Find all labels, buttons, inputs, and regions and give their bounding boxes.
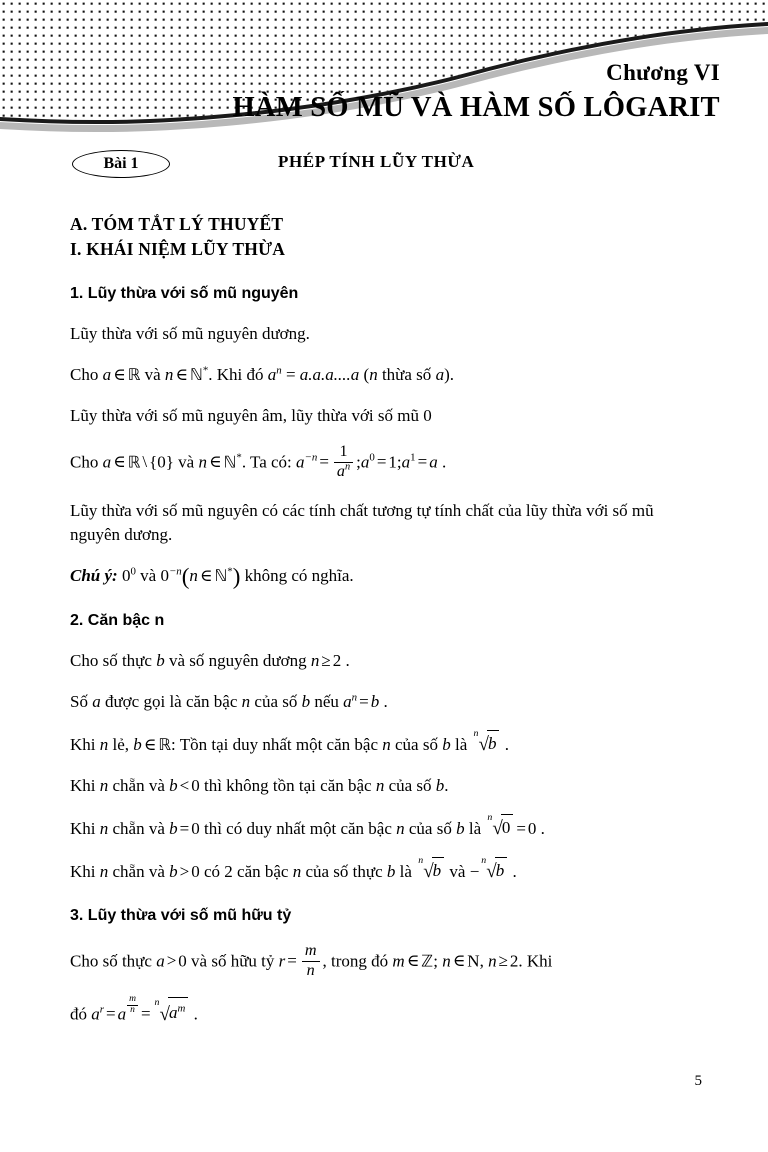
paragraph-p1: Lũy thừa với số mũ nguyên dương. <box>70 324 310 343</box>
math-var-n-10: n <box>99 818 109 838</box>
math-exponent-n-2: n <box>351 691 358 704</box>
content-body <box>70 212 706 1027</box>
text-cho-so-thuc: Cho số thực <box>70 650 152 670</box>
math-semi-1: ; <box>356 452 361 472</box>
math-nth-root-b <box>473 727 500 757</box>
math-exponent-fraction-m-over-n <box>127 995 138 1016</box>
math-period-5: . <box>444 775 449 795</box>
paragraph-p11 <box>70 854 706 884</box>
text-khi-tail: . Khi <box>518 951 553 971</box>
math-period-8: . <box>193 1004 198 1024</box>
math-a-pow-frac: a <box>117 1004 127 1024</box>
text-cho-so-thuc-2: Cho số thực <box>70 951 152 971</box>
paragraph-p10 <box>70 811 706 841</box>
radical-sign: √ <box>478 734 489 756</box>
math-exponent-neg-n: −n <box>304 451 318 464</box>
math-ge-1: ≥ <box>321 650 331 670</box>
math-eq-4: = <box>359 691 369 711</box>
math-zero-pow-neg-n: $0^{-n}$ <box>160 565 182 585</box>
math-set-N-2: ℕ <box>223 452 237 472</box>
text-va-3: và <box>140 565 157 585</box>
paragraph-p8 <box>70 727 706 757</box>
math-nth-root-b-2 <box>418 854 444 884</box>
text-ton-tai: : Tồn tại duy nhất một căn bậc <box>171 734 378 754</box>
text-va-4: và <box>449 861 466 881</box>
math-neg-sign: − <box>469 861 480 881</box>
fraction-denominator-n: n <box>302 961 320 980</box>
radical-radicand-3: b <box>432 857 445 883</box>
math-var-n-6: n <box>99 734 109 754</box>
math-brace-zero: {0} <box>149 452 174 472</box>
text-va-2: và <box>178 452 195 472</box>
math-a-pow-1: a <box>401 452 411 472</box>
math-period-3: . <box>383 691 388 711</box>
math-var-n-3: n <box>198 452 207 472</box>
math-var-n-11: n <box>396 818 405 838</box>
note-label: Chú ý: <box>70 565 118 585</box>
text-khi-2: Khi <box>70 775 96 795</box>
math-var-a-3: a <box>102 452 112 472</box>
text-chan-va-1: chẵn và <box>112 775 165 795</box>
text-khi-do: . Khi đó <box>208 365 264 384</box>
math-var-b: b <box>156 650 165 670</box>
math-set-R-3: ℝ <box>158 734 172 754</box>
math-lt-1: < <box>179 775 190 795</box>
math-a-pow-0: a <box>360 452 370 472</box>
text-neu: nếu <box>314 691 339 711</box>
text-cho: Cho <box>70 365 99 384</box>
math-var-m-2: m <box>392 951 405 971</box>
note-tail: không có nghĩa. <box>244 565 354 585</box>
text-cua-so-3: của số <box>388 775 432 795</box>
lesson-bar <box>0 150 768 190</box>
text-chan-va-3: chẵn và <box>112 861 165 881</box>
paragraph-p9 <box>70 774 706 798</box>
radical-radicand-4: b <box>495 857 508 883</box>
math-var-n: n <box>164 365 174 384</box>
math-period-4: . <box>504 734 509 754</box>
text-va: và <box>144 365 161 384</box>
math-var-n-4: n <box>310 650 320 670</box>
radical-sign-4: √ <box>486 861 497 883</box>
math-exponent-1: 1 <box>410 451 416 464</box>
heading-sub-3: 3. Lũy thừa với số mũ hữu tỷ <box>70 906 292 924</box>
math-period-2: . <box>345 650 350 670</box>
fraction-numerator-m: m <box>304 941 317 959</box>
math-set-N-plain: N <box>467 951 480 971</box>
math-exponent-r: r <box>99 1003 104 1016</box>
math-zero-pow-zero: $0^0$ <box>121 565 136 585</box>
text-cua-so-4: của số <box>408 818 452 838</box>
math-two-1: 2 <box>332 650 342 670</box>
math-a-pow-n: a <box>267 365 277 384</box>
text-duoc-goi-la: được gọi là căn bậc <box>104 691 238 711</box>
math-var-n-2: n <box>369 365 378 384</box>
text-chan-va-2: chẵn và <box>112 818 165 838</box>
text-cua-so: của số <box>254 691 298 711</box>
math-star: * <box>202 364 209 377</box>
math-ge-2: ≥ <box>498 951 508 971</box>
heading-part-i: I. KHÁI NIỆM LŨY THỪA <box>70 239 286 259</box>
math-neg-nth-root-b <box>481 854 507 884</box>
paragraph-p5: Lũy thừa với số mũ nguyên có các tính chất tương tự tính chất của lũy thừa với số mũ nguyên dương. <box>70 500 654 544</box>
math-zero-5: 0 <box>178 951 187 971</box>
radical-index-2: n <box>487 811 493 823</box>
math-var-n-14: n <box>442 951 451 971</box>
math-in-6: ∈ <box>406 951 420 971</box>
heading-part-a: A. TÓM TẮT LÝ THUYẾT <box>70 214 284 234</box>
paragraph-p3: Lũy thừa với số mũ nguyên âm, lũy thừa với số mũ 0 <box>70 406 432 425</box>
math-eq-5: = <box>179 818 190 838</box>
text-co-2-can: có 2 căn bậc <box>203 861 289 881</box>
math-star-2: * <box>236 451 242 464</box>
math-var-b-7: b <box>435 775 445 795</box>
radical-radicand-2: 0 <box>501 814 514 840</box>
lesson-badge: Bài 1 <box>72 150 170 178</box>
math-a-pow-r: a <box>91 1004 100 1024</box>
math-var-b-3: b <box>370 691 380 711</box>
math-var-a-6: a <box>156 951 165 971</box>
math-period-1: . <box>441 452 447 472</box>
fraction-denominator: $a^n$ <box>334 462 353 481</box>
math-paren-group: (n ∈ ℕ*) <box>181 563 241 589</box>
math-var-b-2: b <box>301 691 311 711</box>
math-fraction-one-over-a-n <box>334 444 353 481</box>
math-zero-2: 0 <box>191 818 200 838</box>
text-khi-4: Khi <box>70 861 96 881</box>
paragraph-p7 <box>70 690 706 714</box>
radical-index-5: n <box>154 997 160 1009</box>
math-set-R-2: ℝ <box>127 452 141 472</box>
math-one-value: 1 <box>388 452 397 472</box>
math-zero-4: 0 <box>191 861 200 881</box>
math-eq-6: = <box>516 818 526 838</box>
math-set-N: ℕ <box>190 365 203 384</box>
math-eq-3: = <box>417 452 428 472</box>
math-var-b-5: b <box>442 734 451 754</box>
heading-sub-1: 1. Lũy thừa với số mũ nguyên <box>70 285 299 302</box>
math-var-a-5: a <box>92 691 101 711</box>
math-eq-9: = <box>140 1004 151 1024</box>
sup-fraction-denominator: n <box>127 1005 138 1016</box>
paragraph-p13 <box>70 995 706 1027</box>
text-khi-1: Khi <box>70 734 96 754</box>
text-khi-3: Khi <box>70 818 96 838</box>
chapter-label: Chương VI <box>606 60 720 85</box>
math-var-a-4: a <box>429 452 438 472</box>
paragraph-p2: Cho a ∈ ℝ và n ∈ ℕ*. Khi đó $a^n = a.a.a....a$ (n thừa số a). <box>70 364 454 384</box>
paragraph-p12: Cho số thực a > 0 và số hữu tỷ r = $\frac{m}{n}$ , trong đó m ∈ ℤ; n ∈ N, n ≥ 2. Khi <box>70 941 553 979</box>
math-nth-root-a-pow-m <box>155 998 189 1027</box>
chapter-title: HÀM SỐ MŨ VÀ HÀM SỐ LÔGARIT <box>232 92 720 123</box>
math-period-6: . <box>540 818 545 838</box>
math-var-n-12: n <box>99 861 109 881</box>
radical-index-3: n <box>418 854 424 866</box>
math-exponent-0: 0 <box>369 451 375 464</box>
heading-sub-2: 2. Căn bậc n <box>70 611 165 629</box>
lesson-title: PHÉP TÍNH LŨY THỪA <box>278 152 475 171</box>
math-var-b-4: b <box>133 734 142 754</box>
text-la-1: là <box>454 734 468 754</box>
math-a-pow-n-2: a <box>343 691 352 711</box>
text-le: lẻ, <box>112 734 130 754</box>
radical-sign-3: √ <box>423 861 434 883</box>
math-setminus: \ <box>142 452 148 472</box>
paragraph-p4 <box>70 445 706 482</box>
math-eq-1: = <box>319 452 329 472</box>
math-in-3: ∈ <box>113 452 126 472</box>
math-gt-1: > <box>179 861 190 881</box>
text-va-so-huu-ty: và số hữu tỷ <box>191 951 275 971</box>
text-do: đó <box>70 1004 87 1024</box>
math-var-a-2: a <box>435 365 445 384</box>
text-ta-co: . Ta có: <box>241 452 292 472</box>
paragraph-note <box>70 564 706 589</box>
math-var-n-13: n <box>292 861 302 881</box>
math-var-b-6: b <box>169 775 178 795</box>
math-in-4: ∈ <box>208 452 222 472</box>
math-var-r: r <box>278 951 286 971</box>
math-var-b-11: b <box>386 861 396 881</box>
header-banner <box>0 0 768 142</box>
math-semi-3: ; <box>433 951 438 971</box>
radical-index: n <box>473 727 479 739</box>
page-number: 5 <box>694 1073 702 1089</box>
text-la-2: là <box>468 818 482 838</box>
math-equals: = <box>285 365 296 384</box>
text-so: Số <box>70 691 88 711</box>
sup-fraction-numerator: m <box>129 993 136 1004</box>
math-var-a: a <box>102 365 112 384</box>
math-two-2: 2 <box>509 951 519 971</box>
text-thua-so: thừa số <box>381 365 432 384</box>
radical-sign-2: √ <box>492 818 503 840</box>
radical-index-4: n <box>481 854 487 866</box>
math-gt-2: > <box>166 951 177 971</box>
math-period-7: . <box>512 861 517 881</box>
text-trong-do: , trong đó <box>322 951 389 971</box>
math-product-expansion: a.a.a....a <box>299 365 360 384</box>
math-set-R: ℝ <box>127 365 141 384</box>
math-in-2: ∈ <box>175 365 188 384</box>
paragraph-p6 <box>70 649 706 673</box>
math-var-b-10: b <box>169 861 178 881</box>
text-la-3: là <box>399 861 412 881</box>
math-nth-root-zero <box>487 811 513 841</box>
math-var-n-5: n <box>241 691 251 711</box>
math-a-neg-n: a <box>296 452 305 472</box>
math-zero-1: 0 <box>191 775 200 795</box>
math-var-n-8: n <box>99 775 109 795</box>
math-eq-8: = <box>105 1004 116 1024</box>
math-var-n-7: n <box>382 734 391 754</box>
text-cho-2: Cho <box>70 452 99 472</box>
math-exponent-n: n <box>276 364 282 377</box>
math-eq-2: = <box>376 452 387 472</box>
math-in: ∈ <box>113 365 126 384</box>
math-var-n-9: n <box>375 775 385 795</box>
radical-radicand: b <box>487 730 500 756</box>
math-in-5: ∈ <box>143 734 157 754</box>
text-khong-ton-tai: thì không tồn tại căn bậc <box>203 775 372 795</box>
math-var-b-8: b <box>169 818 178 838</box>
math-semi-2: ; <box>396 452 402 472</box>
radical-radicand-5: $a^m$ <box>168 997 188 1026</box>
text-cua-so-thuc: của số thực <box>305 861 383 881</box>
text-co-duy-nhat: thì có duy nhất một căn bậc <box>203 818 392 838</box>
math-fraction-m-over-n <box>302 943 320 980</box>
math-var-b-9: b <box>456 818 465 838</box>
math-set-Z: ℤ <box>421 951 434 971</box>
text-cua-so-2: của số <box>395 734 438 754</box>
math-in-7: ∈ <box>452 951 466 971</box>
text-va-so-nguyen-duong: và số nguyên dương <box>168 650 307 670</box>
math-var-n-15: n <box>488 951 497 971</box>
math-eq-7: = <box>287 951 297 971</box>
math-zero-3: 0 <box>527 818 537 838</box>
radical-sign-5: √ <box>159 1003 170 1025</box>
fraction-numerator: 1 <box>339 443 348 460</box>
